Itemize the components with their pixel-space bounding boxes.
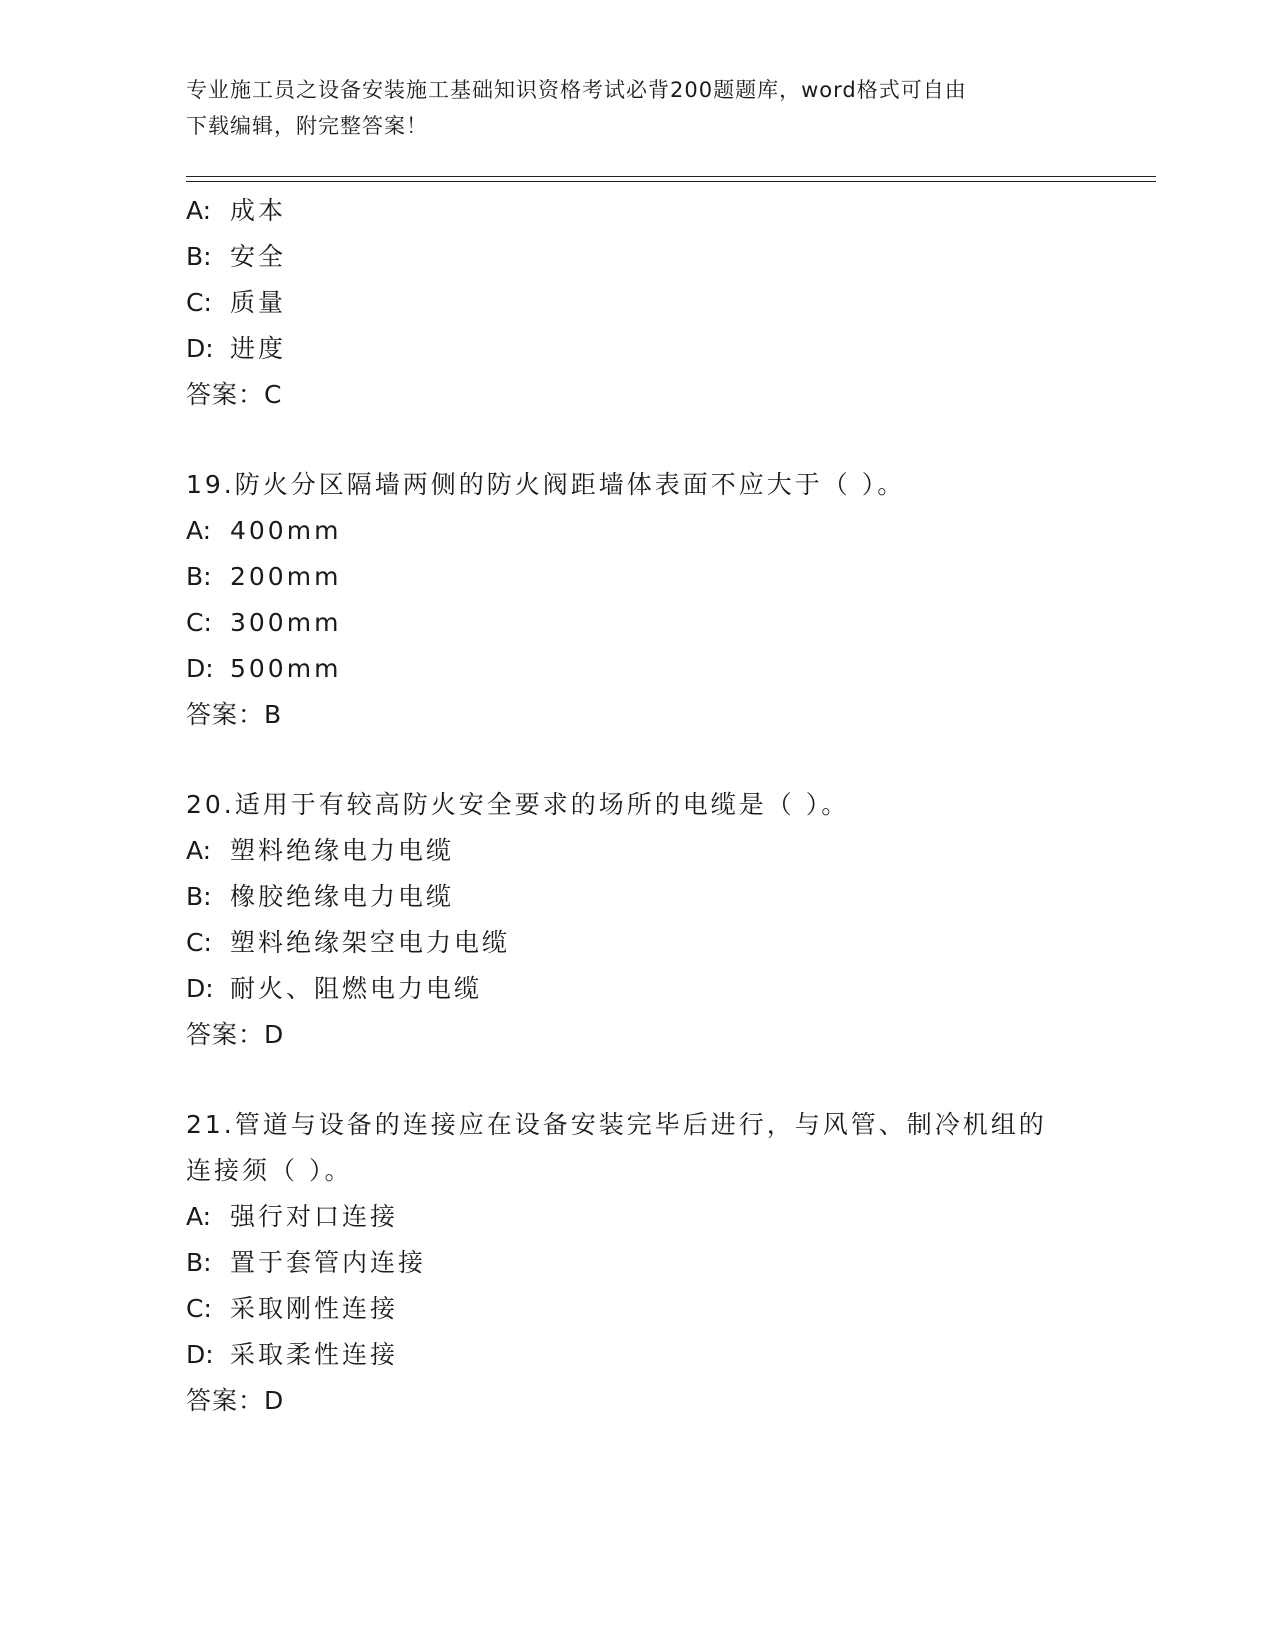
spacer	[186, 738, 1086, 782]
option-a: A: 塑料绝缘电力电缆	[186, 836, 455, 865]
option-c: C: 采取刚性连接	[186, 1294, 399, 1323]
option-c: C: 300mm	[186, 608, 342, 637]
option-a: A: 成本	[186, 196, 287, 225]
document-header	[186, 72, 1086, 144]
option-d: D: 进度	[186, 334, 287, 363]
question-list	[186, 188, 1086, 1424]
question-block-18	[186, 188, 1086, 418]
answer-line: 答案：D	[186, 1020, 285, 1049]
option-b: B: 200mm	[186, 562, 342, 591]
answer-line: 答案：D	[186, 1386, 285, 1415]
header-title-line-2: 下载编辑，附完整答案！	[186, 114, 428, 138]
option-b: B: 橡胶绝缘电力电缆	[186, 882, 455, 911]
question-text: 19.防火分区隔墙两侧的防火阀距墙体表面不应大于（ ）。	[186, 470, 906, 499]
header-divider-top	[186, 176, 1156, 177]
answer-line: 答案：C	[186, 380, 283, 409]
header-title-line-1: 专业施工员之设备安装施工基础知识资格考试必背200题题库，word格式可自由	[186, 78, 967, 102]
question-block-20	[186, 782, 1086, 1058]
option-d: D: 耐火、阻燃电力电缆	[186, 974, 483, 1003]
option-a: A: 强行对口连接	[186, 1202, 399, 1231]
spacer	[186, 418, 1086, 462]
spacer	[186, 1058, 1086, 1102]
question-block-19	[186, 462, 1086, 738]
option-d: D: 500mm	[186, 654, 342, 683]
question-text: 21.管道与设备的连接应在设备安装完毕后进行，与风管、制冷机组的 连接须（ ）。	[186, 1110, 1047, 1185]
option-c: C: 质量	[186, 288, 287, 317]
question-block-21	[186, 1102, 1086, 1424]
option-a: A: 400mm	[186, 516, 342, 545]
option-d: D: 采取柔性连接	[186, 1340, 399, 1369]
question-text: 20.适用于有较高防火安全要求的场所的电缆是（ ）。	[186, 790, 850, 819]
option-b: B: 安全	[186, 242, 287, 271]
header-divider-bottom	[186, 181, 1156, 182]
option-c: C: 塑料绝缘架空电力电缆	[186, 928, 511, 957]
option-b: B: 置于套管内连接	[186, 1248, 427, 1277]
answer-line: 答案：B	[186, 700, 283, 729]
